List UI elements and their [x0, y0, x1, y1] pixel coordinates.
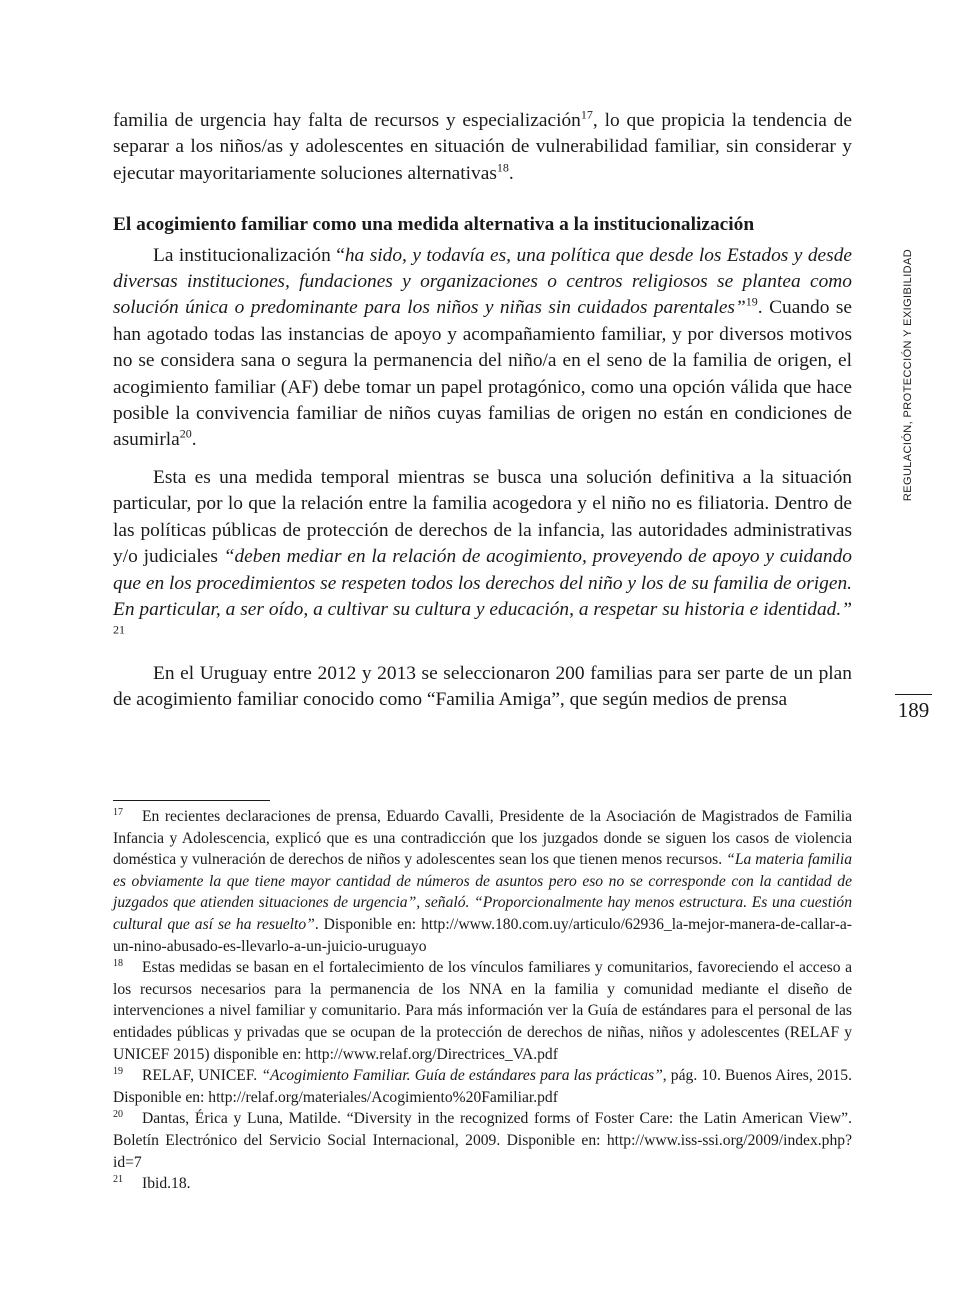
- footnote: 21 Ibid.18.: [113, 1173, 191, 1193]
- text: . Cuando se han agotado todas las instancias de apoyo y acompañamiento familiar, y por diversos motivos no se considera sana o segura la permanencia del niño/a en el seno de la familia de origen, el acogimiento familiar (AF) debe tomar un papel protagónico, como una opción válida que hace posible la convivencia familiar de niños cuyas familias de origen no están en condiciones de asumirla: [113, 297, 852, 451]
- text: . Disponible en: http://www.180.com.uy/articulo/62936_la-mejor-manera-de-callar-a-un-nino-abusado-es-llevarlo-a-un-juicio-uruguayo: [113, 915, 853, 955]
- footnotes: [113, 806, 852, 1195]
- main-text: [113, 108, 852, 714]
- footnote-ref[interactable]: 20: [179, 427, 192, 441]
- footnote-separator: [113, 800, 270, 801]
- quote: “Acogimiento Familiar. Guía de estándares para las prácticas”: [261, 1067, 663, 1085]
- footnote: 17 En recientes declaraciones de prensa, Eduardo Cavalli, Presidente de la Asociación de Magistrados de Familia Infancia y Adolescencia, explicó que es una contradicción que los juzgados donde se siguen los casos de violencia doméstica y vulneración de derechos de niños y adolescentes sean los que tienen menos recursos. “La materia familia es obviamente la que tiene mayor cantidad de números de asuntos pero eso no se corresponde con la cantidad de juzgados que atienden situaciones de urgencia”, señaló. “Proporcionalmente hay menos estructura. Es una cuestión cultural que así se ha resuelto”. Disponible en: http://www.180.com.uy/articulo/62936_la-mejor-manera-de-callar-a-un-nino-abusado-es-llevarlo-a-un-juicio-uruguayo: [113, 806, 853, 955]
- text: .: [191, 429, 197, 451]
- page-number-rule: [895, 694, 932, 695]
- footnote-ref[interactable]: 18: [496, 160, 509, 175]
- quote: “deben mediar en la relación de acogimiento, proveyendo de apoyo y cuidando que en los procedimientos se respeten todos los derechos del niño y los de su familia de origen. En particular, a ser oído, a cultivar su cultura y educación, a respetar su historia e identidad.”: [113, 546, 852, 620]
- text: familia de urgencia hay falta de recursos y especialización: [113, 110, 581, 131]
- footnote-ref[interactable]: 21: [113, 622, 126, 637]
- text: RELAF, UNICEF.: [142, 1067, 262, 1085]
- footnote-ref[interactable]: 19: [745, 294, 758, 309]
- text: , lo que propicia la tendencia de separar a los niños/as y adolescentes en situación de vulnerabilidad familiar, sin considerar y ejecutar mayoritariamente soluciones alternativas: [113, 110, 852, 184]
- text: La institucionalización “: [153, 244, 345, 266]
- quote: “La materia familia es obviamente la que tiene mayor cantidad de números de asuntos pero eso no se corresponde con la cantidad de juzgados que atienden situaciones de urgencia”, señaló. “Proporcionalmente hay menos estructura. Es una cuestión cultural que así se ha resuelto”: [113, 851, 853, 933]
- text: En recientes declaraciones de prensa, Eduardo Cavalli, Presidente de la Asociación de Magistrados de Familia Infancia y Adolescencia, explicó que es una contradicción que los juzgados donde se siguen los casos de violencia doméstica y vulneración de derechos de niños y adolescentes sean los que tienen menos recursos.: [113, 808, 852, 869]
- text: Ibid.18.: [142, 1175, 191, 1193]
- footnote: 20 Dantas, Érica y Luna, Matilde. “Diversity in the recognized forms of Foster Care: the Latin American View”. Boletín Electrónico del Servicio Social Internacional, 2009. Disponible en: http://www.iss-ssi.org/2009/index.php?id=7: [113, 1109, 852, 1171]
- footnote: 18 Estas medidas se basan en el fortalecimiento de los vínculos familiares y comunitarios, favoreciendo el acceso a los recursos necesarios para la permanencia de los NNA en la familia y comunidad mediante el diseño de intervenciones a nivel familiar y comunitario. Para más información ver la Guía de estándares para el personal de las entidades públicas y privadas que se ocupan de la protección de derechos de niñas, niños y adolescentes (RELAF y UNICEF 2015) disponible en: http://www.relaf.org/Directrices_VA.pdf: [113, 957, 852, 1063]
- footnote-ref[interactable]: 17: [580, 107, 593, 122]
- text: Estas medidas se basan en el fortalecimiento de los vínculos familiares y comunitarios, favoreciendo el acceso a los recursos necesarios para la permanencia de los NNA en la familia y comunidad mediante el diseño de intervenciones a nivel familiar y comunitario. Para más información ver la Guía de estándares para el personal de las entidades públicas y privadas que se ocupan de la protección de derechos de niñas, niños y adolescentes (RELAF y UNICEF 2015) disponible en: http://www.relaf.org/Directrices_VA.pdf: [113, 959, 852, 1063]
- section-heading: El acogimiento familiar como una medida alternativa a la institucionalización: [113, 214, 755, 236]
- page-number: 189: [897, 698, 930, 722]
- paragraph: [113, 661, 852, 714]
- text: Esta es una medida temporal mientras se busca una solución definitiva a la situación particular, por lo que la relación entre la familia acogedora y el niño no es filiatoria. Dentro de las políticas públicas de protección de derechos de la infancia, las autoridades administrativas y/o judiciales: [113, 466, 852, 568]
- text: .: [508, 162, 514, 184]
- text: , pág. 10. Buenos Aires, 2015. Disponible en: http://relaf.org/materiales/Acogimiento%20Familiar.pdf: [113, 1067, 852, 1106]
- running-title: REGULACIÓN, PROTECCIÓN Y EXIGIBILIDAD: [902, 248, 914, 502]
- paragraph: [113, 243, 852, 454]
- paragraph: [113, 465, 852, 650]
- text: En el Uruguay entre 2012 y 2013 se seleccionaron 200 familias para ser parte de un plan de acogimiento familiar conocido como “Familia Amiga”, que según medios de prensa: [113, 662, 852, 711]
- paragraph: [113, 108, 852, 187]
- quote: ha sido, y todavía es, una política que desde los Estados y desde diversas instituciones, fundaciones y organizaciones o centros religiosos se plantea como solución única o predominante para los niños y niñas sin cuidados parentales”: [113, 244, 852, 319]
- text: Dantas, Érica y Luna, Matilde. “Diversity in the recognized forms of Foster Care: the Latin American View”. Boletín Electrónico del Servicio Social Internacional, 2009. Disponible en: http://www.iss-ssi.org/2009/index.php?id=7: [113, 1110, 852, 1171]
- footnote: 19 RELAF, UNICEF. “Acogimiento Familiar. Guía de estándares para las prácticas”, pág. 10. Buenos Aires, 2015. Disponible en: http://relaf.org/materiales/Acogimiento%20Familiar.pdf: [113, 1065, 852, 1106]
